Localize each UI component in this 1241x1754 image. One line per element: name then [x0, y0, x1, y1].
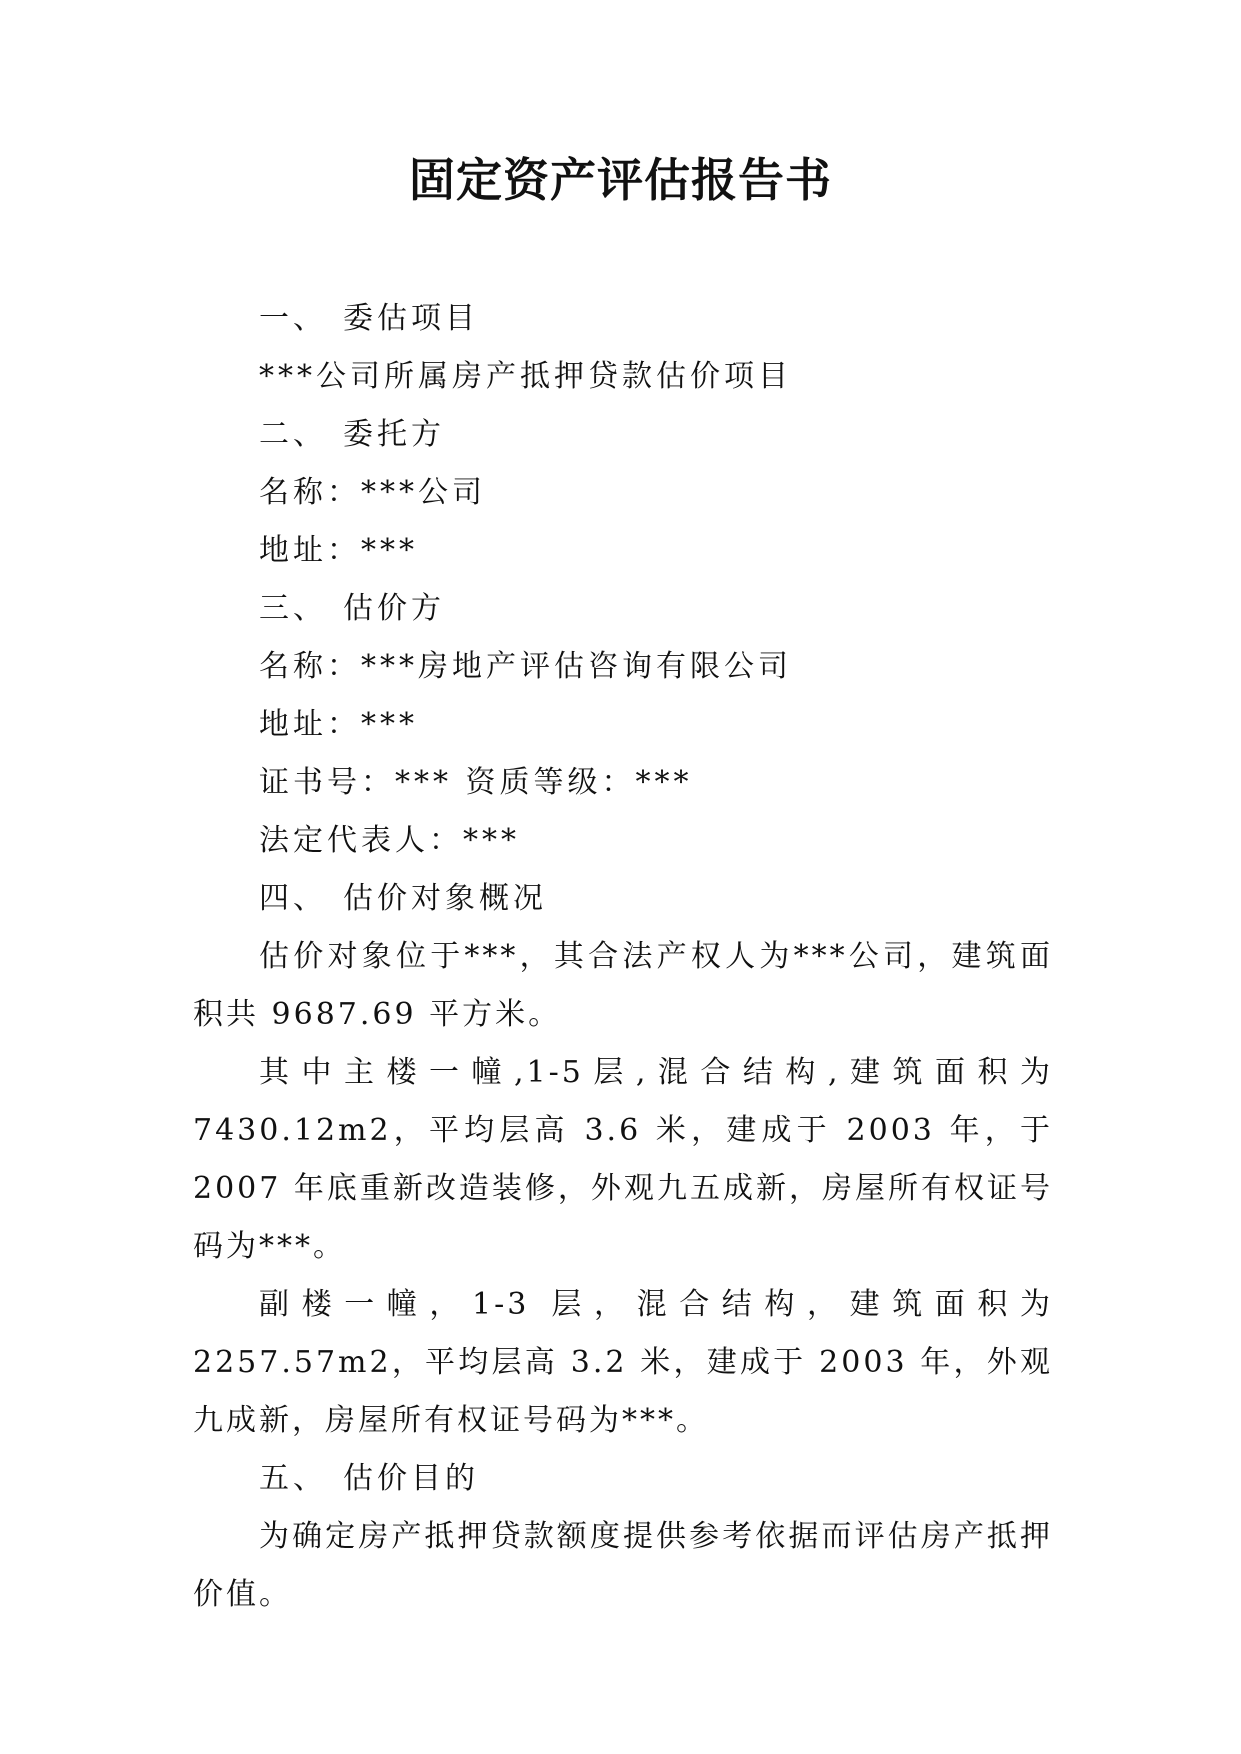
section-title: 估价目的	[343, 1461, 479, 1496]
property-overview-paragraph: 估价对象位于***，其合法产权人为***公司，建筑面积共 9687.69 平方米。	[193, 939, 1053, 1032]
section-number: 四、	[259, 881, 327, 916]
main-building-paragraph: 其中主楼一幢,1-5层,混合结构,建筑面积为7430.12m2，平均层高 3.6 米，建成于 2003 年，于 2007 年底重新改造装修，外观九五成新，房屋所有权证号码为***。	[193, 1055, 1053, 1264]
section-heading-2	[193, 406, 1053, 464]
section-title: 估价方	[343, 591, 445, 626]
document-body	[193, 290, 1053, 1624]
appraiser-address: 地址：***	[259, 707, 418, 742]
client-name: 名称：***公司	[259, 475, 486, 510]
section-heading-3	[193, 580, 1053, 638]
section-number: 一、	[259, 301, 327, 336]
section-heading-1	[193, 290, 1053, 348]
section-title: 委托方	[343, 417, 445, 452]
section-number: 三、	[259, 591, 327, 626]
appraiser-name: 名称：***房地产评估咨询有限公司	[259, 649, 792, 684]
purpose-paragraph: 为确定房产抵押贷款额度提供参考依据而评估房产抵押价值。	[193, 1519, 1053, 1612]
section-heading-5	[193, 1450, 1053, 1508]
section-title: 委估项目	[343, 301, 479, 336]
client-address: 地址：***	[259, 533, 418, 568]
section-title: 估价对象概况	[343, 881, 547, 916]
section-number: 二、	[259, 417, 327, 452]
section-number: 五、	[259, 1461, 327, 1496]
appraiser-representative: 法定代表人：***	[259, 823, 520, 858]
document-title: 固定资产评估报告书	[409, 153, 832, 207]
section-heading-4	[193, 870, 1053, 928]
annex-building-paragraph: 副楼一幢，1-3 层，混合结构，建筑面积为 2257.57m2，平均层高 3.2 米，建成于 2003 年，外观九成新，房屋所有权证号码为***。	[193, 1287, 1053, 1438]
appraiser-certificate: 证书号：*** 资质等级：***	[259, 765, 693, 800]
project-name: ***公司所属房产抵押贷款估价项目	[259, 359, 792, 394]
